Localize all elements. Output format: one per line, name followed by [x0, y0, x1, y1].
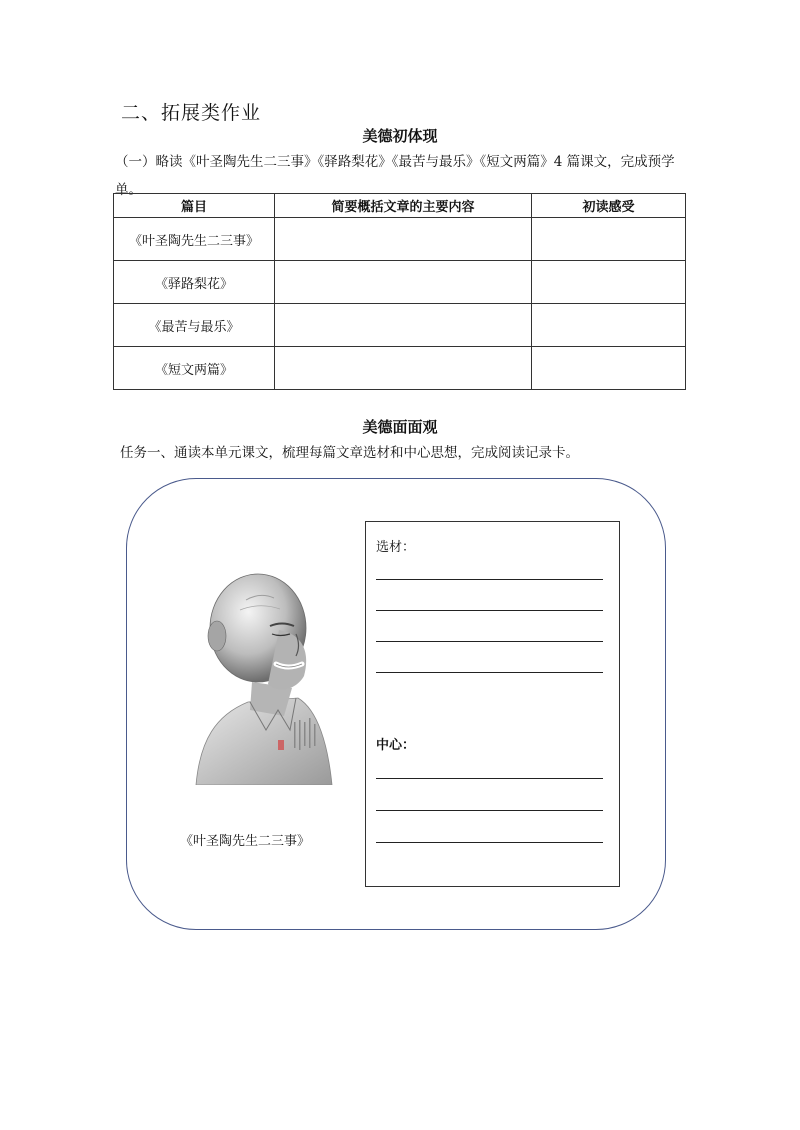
material-line[interactable] — [376, 672, 603, 673]
feeling-cell[interactable] — [532, 304, 686, 347]
row-title: 《短文两篇》 — [114, 347, 275, 390]
material-line[interactable] — [376, 610, 603, 611]
summary-cell[interactable] — [275, 261, 532, 304]
row-title: 《驿路梨花》 — [114, 261, 275, 304]
material-label: 选材： — [376, 540, 416, 555]
table-row — [114, 304, 686, 347]
center-line[interactable] — [376, 778, 603, 779]
material-line[interactable] — [376, 641, 603, 642]
portrait-caption: 《叶圣陶先生二三事》 — [179, 834, 310, 849]
record-box — [365, 521, 620, 887]
row-title: 《最苦与最乐》 — [114, 304, 275, 347]
table-row — [114, 347, 686, 390]
header-summary: 简要概括文章的主要内容 — [275, 194, 532, 218]
row-title: 《叶圣陶先生二三事》 — [114, 218, 275, 261]
part2-instruction: 任务一、通读本单元课文，梳理每篇文章选材和中心思想，完成阅读记录卡。 — [120, 445, 579, 461]
center-line[interactable] — [376, 810, 603, 811]
feeling-cell[interactable] — [532, 218, 686, 261]
summary-cell[interactable] — [275, 347, 532, 390]
section-heading: 二、拓展类作业 — [121, 102, 262, 124]
feeling-cell[interactable] — [532, 347, 686, 390]
header-feeling: 初读感受 — [532, 194, 686, 218]
preview-table — [113, 193, 686, 390]
part1-instruction: （一）略读《叶圣陶先生二三事》《驿路梨花》《最苦与最乐》《短文两篇》4 篇课文，完成预学单。 — [115, 154, 675, 198]
material-line[interactable] — [376, 579, 603, 580]
header-title: 篇目 — [114, 194, 275, 218]
summary-cell[interactable] — [275, 304, 532, 347]
center-line[interactable] — [376, 842, 603, 843]
portrait-illustration — [186, 570, 336, 785]
feeling-cell[interactable] — [532, 261, 686, 304]
table-row — [114, 218, 686, 261]
table-header-row — [114, 194, 686, 218]
summary-cell[interactable] — [275, 218, 532, 261]
part2-title: 美德面面观 — [362, 418, 438, 436]
part1-title: 美德初体现 — [362, 127, 438, 145]
table-row — [114, 261, 686, 304]
center-label: 中心： — [376, 738, 416, 753]
